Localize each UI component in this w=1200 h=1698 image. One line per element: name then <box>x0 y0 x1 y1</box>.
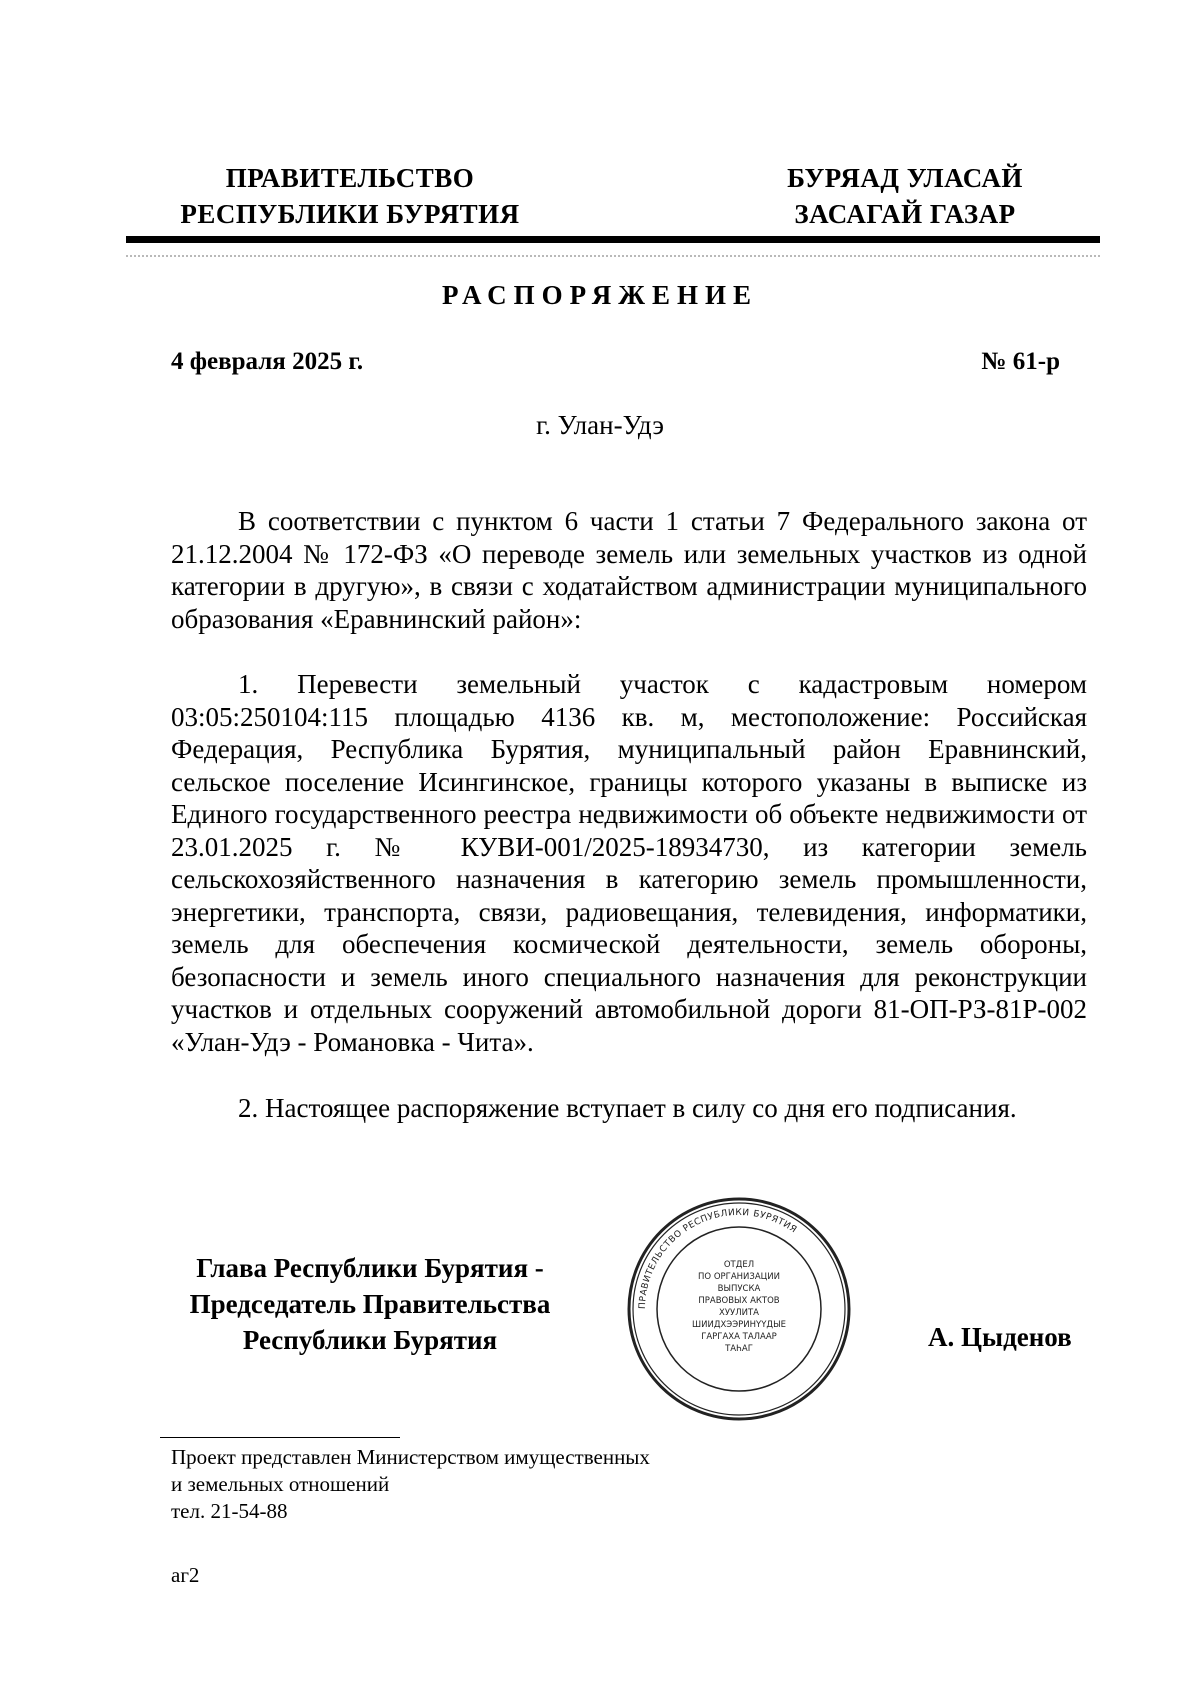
document-number: № 61-р <box>981 348 1060 375</box>
paragraph-preamble-text: В соответствии с пунктом 6 части 1 статьи 7 Федерального закона от 21.12.2004 № 172-ФЗ «О переводе земель или земельных участков из одной категории в другую», в связи с ходатайством администрации муниципального образования «Еравнинский район»: <box>171 506 1087 634</box>
footer-line3: тел. 21-54-88 <box>171 1499 288 1523</box>
seal-inner-line: ОТДЕЛ <box>723 1260 755 1270</box>
paragraph-preamble <box>171 505 1087 635</box>
document-title: РАСПОРЯЖЕНИЕ <box>441 280 759 310</box>
seal-ring-text: ПРАВИТЕЛЬСТВО РЕСПУБЛИКИ БУРЯТИЯ <box>637 1207 799 1310</box>
seal-inner-line: ШИИДХЭЭРИНҮҮДЫЕ <box>692 1320 786 1330</box>
signatory-position-line2: Председатель Правительства <box>189 1289 551 1319</box>
seal-inner-line: ПО ОРГАНИЗАЦИИ <box>698 1272 780 1282</box>
document-code: аг2 <box>171 1563 200 1587</box>
seal-inner-line: ГАРГАХА ТАЛААР <box>701 1332 777 1342</box>
svg-text:ПРАВИТЕЛЬСТВО РЕСПУБЛИКИ БУРЯТ <box>638 1208 799 1309</box>
footer-note <box>171 1444 650 1525</box>
official-seal-stamp <box>625 1195 853 1423</box>
header-left-line2: РЕСПУБЛИКИ БУРЯТИЯ <box>180 199 520 229</box>
paragraph-item-1 <box>171 668 1087 1058</box>
header-right-line1: БУРЯАД УЛАСАЙ <box>787 163 1023 193</box>
signatory-position-line3: Республики Бурятия <box>242 1325 498 1355</box>
header-right-line2: ЗАСАГАЙ ГАЗАР <box>794 199 1016 229</box>
header-left-line1: ПРАВИТЕЛЬСТВО <box>225 163 475 193</box>
header-dotted-divider <box>126 255 1100 257</box>
paragraph-item-2 <box>171 1092 1087 1125</box>
footer-line1: Проект представлен Министерством имущественных <box>171 1445 650 1469</box>
seal-inner-line: ПРАВОВЫХ АКТОВ <box>698 1296 780 1306</box>
seal-inner-line: ТАҺАГ <box>725 1344 753 1354</box>
signatory-name: А. Цыденов <box>928 1322 1072 1352</box>
footer-line2: и земельных отношений <box>171 1472 390 1496</box>
document-city: г. Улан-Удэ <box>536 410 664 440</box>
header-right <box>740 160 1070 232</box>
signatory-position <box>160 1250 580 1358</box>
header-divider <box>126 236 1100 243</box>
signatory-position-line1: Глава Республики Бурятия - <box>196 1253 544 1283</box>
paragraph-item-2-text: 2. Настоящее распоряжение вступает в силу со дня его подписания. <box>238 1093 1017 1123</box>
document-date: 4 февраля 2025 г. <box>171 348 364 375</box>
header-left <box>150 160 550 232</box>
footer-divider <box>160 1437 400 1438</box>
paragraph-item-1-text: 1. Перевести земельный участок с кадастровым номером 03:05:250104:115 площадью 4136 кв. м, местоположение: Российская Федерация, Республика Бурятия, муниципальный район Еравнинский, сельское поселение Исингинское, границы которого указаны в выписке из Единого государственного реестра недвижимости об объекте недвижимости от 23.01.2025 г. № КУВИ-001/2025-18934730, из категории земель сельскохозяйственного назначения в категорию земель промышленности, энергетики, транспорта, связи, радиовещания, телевидения, информатики, земель для обеспечения космической деятельности, земель обороны, безопасности и земель иного специального назначения для реконструкции участков и отдельных сооружений автомобильной дороги 81-ОП-РЗ-81Р-002 «Улан-Удэ - Романовка - Чита». <box>171 669 1087 1057</box>
seal-inner-line: ХУУЛИТА <box>719 1308 759 1318</box>
seal-inner-line: ВЫПУСКА <box>717 1284 761 1294</box>
